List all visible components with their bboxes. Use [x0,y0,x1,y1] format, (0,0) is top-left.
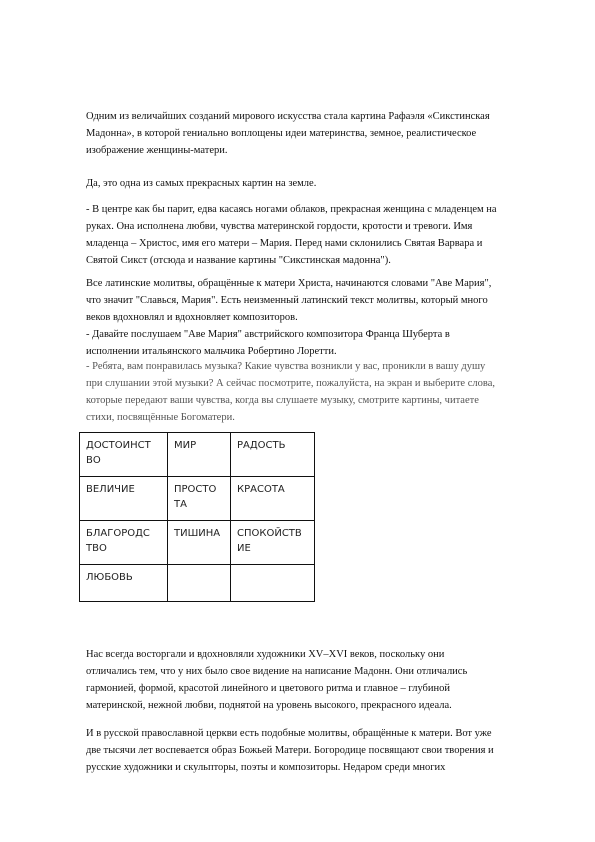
cell-text: ВЕЛИЧИЕ [86,484,135,495]
text-line: - Ребята, вам понравилась музыка? Какие чувства возникли у вас, проникли в вашу душу [86,361,486,372]
table-cell [168,433,231,477]
text-line: веков вдохновлял и вдохновляет композиторов. [86,312,298,323]
table-cell [168,477,231,521]
cell-text: КРАСОТА [237,484,285,495]
text-line: И в русской православной церкви есть подобные молитвы, обращённые к матери. Вот уже [86,728,492,739]
text-line: Мадонна», в которой гениально воплощены идеи материнства, земное, реалистическое [86,128,477,139]
table-row [80,433,315,477]
table-cell [80,433,168,477]
text-line: русские художники и скульпторы, поэты и композиторы. Недаром среди многих [86,762,446,773]
paragraph-raphael-intro [86,108,556,159]
text-line: - Давайте послушаем "Аве Мария" австрийского композитора Франца Шуберта в [86,329,450,340]
table-row [80,521,315,565]
text-line: изображение женщины-матери. [86,145,228,156]
cell-text: ПРОСТО ТА [174,484,217,510]
feelings-word-table [79,432,315,602]
text-line: младенца – Христос, имя его матери – Мария. Перед нами склонились Святая Варвара и [86,238,483,249]
table-cell [80,521,168,565]
text-line: при слушании этой музыки? А сейчас посмотрите, пожалуйста, на экран и выберите слова, [86,378,495,389]
table-cell [80,565,168,602]
table-cell [231,433,315,477]
table-cell [168,521,231,565]
cell-text: ДОСТОИНСТ ВО [86,440,151,466]
text-line: - В центре как бы парит, едва касаясь ногами облаков, прекрасная женщина с младенцем на [86,204,497,215]
table-cell [80,477,168,521]
paragraph-orthodox-church [86,725,556,776]
text-line: что значит "Славься, Мария". Есть неизменный латинский текст молитвы, который много [86,295,488,306]
cell-text: МИР [174,440,197,451]
text-line: Все латинские молитвы, обращённые к матери Христа, начинаются словами "Аве Мария", [86,278,492,289]
cell-text: ТИШИНА [174,528,221,539]
table-cell-empty [168,565,231,602]
cell-text: ЛЮБОВЬ [86,572,133,583]
text-line: которые передают ваши чувства, когда вы слушаете музыку, смотрите картины, читаете [86,395,479,406]
text-line: Да, это одна из самых прекрасных картин на земле. [86,178,317,189]
cell-text: РАДОСТЬ [237,440,286,451]
table-row [80,477,315,521]
table-cell-empty [231,565,315,602]
table-row [80,565,315,602]
text-line: руках. Она исполнена любви, чувства материнской гордости, кротости и тревоги. Имя [86,221,473,232]
paragraph-ave-maria [86,275,556,360]
cell-text: СПОКОЙСТВ ИЕ [237,528,302,554]
paragraph-renaissance-artists [86,646,556,714]
text-line: Нас всегда восторгали и вдохновляли художники XV–XVI веков, поскольку они [86,649,445,660]
paragraph-questions [86,358,556,426]
table-cell [231,477,315,521]
table-cell [231,521,315,565]
text-line: гармонией, формой, красотой линейного и цветового ритма и главное – глубиной [86,683,451,694]
text-line: Святой Сикст (отсюда и название картины "Сикстинская мадонна"). [86,255,391,266]
text-line: отличались тем, что у них было свое видение на написание Мадонн. Они отличались [86,666,468,677]
cell-text: БЛАГОРОДС ТВО [86,528,150,554]
text-line: материнской, нежной любви, поднятой на уровень высокого, прекрасного идеала. [86,700,452,711]
paragraph-beautiful-painting [86,175,556,192]
text-line: две тысячи лет воспевается образ Божьей Матери. Богородице посвящают свои творения и [86,745,494,756]
paragraph-painting-description [86,201,556,269]
text-line: Одним из величайших созданий мирового искусства стала картина Рафаэля «Сикстинская [86,111,490,122]
text-line: исполнении итальянского мальчика Робертино Лоретти. [86,346,337,357]
text-line: стихи, посвящённые Богоматери. [86,412,235,423]
